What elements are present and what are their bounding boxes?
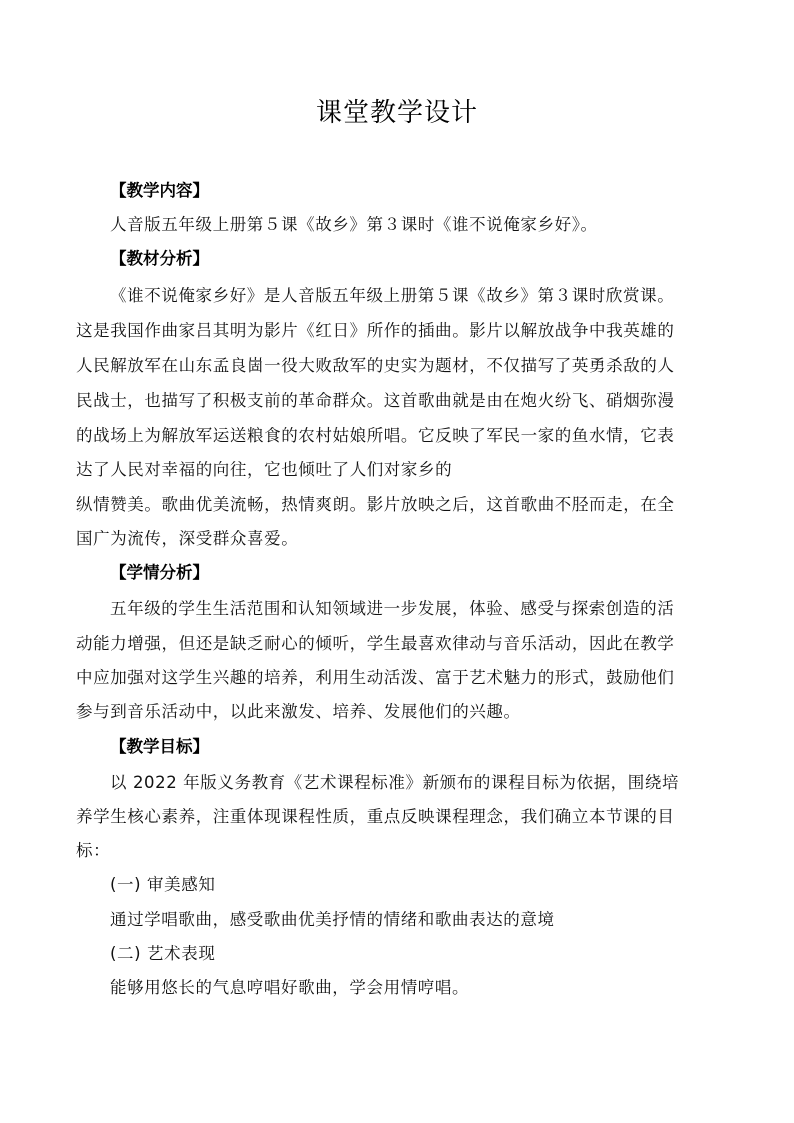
paragraph-line: 达了人民对幸福的向往，它也倾吐了人们对家乡的 [76,460,453,479]
page-title: 课堂教学设计 [315,98,478,128]
paragraph-line: 的战场上为解放军运送粮食的农村姑娘所唱。它反映了军民一家的鱼水情，它表 [76,426,675,445]
paragraph-line: 中应加强对这学生兴趣的培养，利用生动活泼、富于艺术魅力的形式，鼓励他们 [76,668,675,687]
section-heading-content: 【教学内容】 [110,181,209,200]
paragraph-line: 这是我国作曲家吕其明为影片《红日》所作的插曲。影片以解放战争中我英雄的 [76,321,675,340]
paragraph-line: 五年级的学生生活范围和认知领域进一步发展，体验、感受与探索创造的活 [110,599,675,618]
paragraph-line: 参与到音乐活动中，以此来激发、培养、发展他们的兴趣。 [76,702,521,721]
section-heading-analysis: 【教材分析】 [110,249,209,268]
paragraph-line: 纵情赞美。歌曲优美流畅，热情爽朗。影片放映之后，这首歌曲不胫而走，在全 [76,495,675,514]
paragraph-line: 能够用悠长的气息哼唱好歌曲，学会用情哼唱。 [110,978,470,997]
paragraph-line: 以 2022 年版义务教育《艺术课程标准》新颁布的课程目标为依据，围绕培 [110,773,680,792]
paragraph-line: 民战士，也描写了积极支前的革命群众。这首歌曲就是由在炮火纷飞、硝烟弥漫 [76,391,675,410]
paragraph-line: 《谁不说俺家乡好》是人音版五年级上册第５课《故乡》第３课时欣赏课。 [110,286,675,305]
paragraph-line: 人音版五年级上册第５课《故乡》第３课时《谁不说俺家乡好》。 [110,215,598,234]
subheading-art-performance: (二) 艺术表现 [110,944,216,963]
section-heading-goals: 【教学目标】 [110,737,209,756]
paragraph-line: 通过学唱歌曲，感受歌曲优美抒情的情绪和歌曲表达的意境 [110,910,555,929]
paragraph-line: 动能力增强，但还是缺乏耐心的倾听，学生最喜欢律动与音乐活动，因此在教学 [76,634,675,653]
paragraph-line: 养学生核心素养，注重体现课程性质，重点反映课程理念，我们确立本节课的目 [76,807,675,826]
section-heading-students: 【学情分析】 [110,563,209,582]
subheading-aesthetic: (一) 审美感知 [110,875,216,894]
paragraph-line: 国广为流传，深受群众喜爱。 [76,529,299,548]
paragraph-line: 标： [76,841,111,860]
paragraph-line: 人民解放军在山东孟良崮一役大败敌军的史实为题材，不仅描写了英勇杀敌的人 [76,356,675,375]
